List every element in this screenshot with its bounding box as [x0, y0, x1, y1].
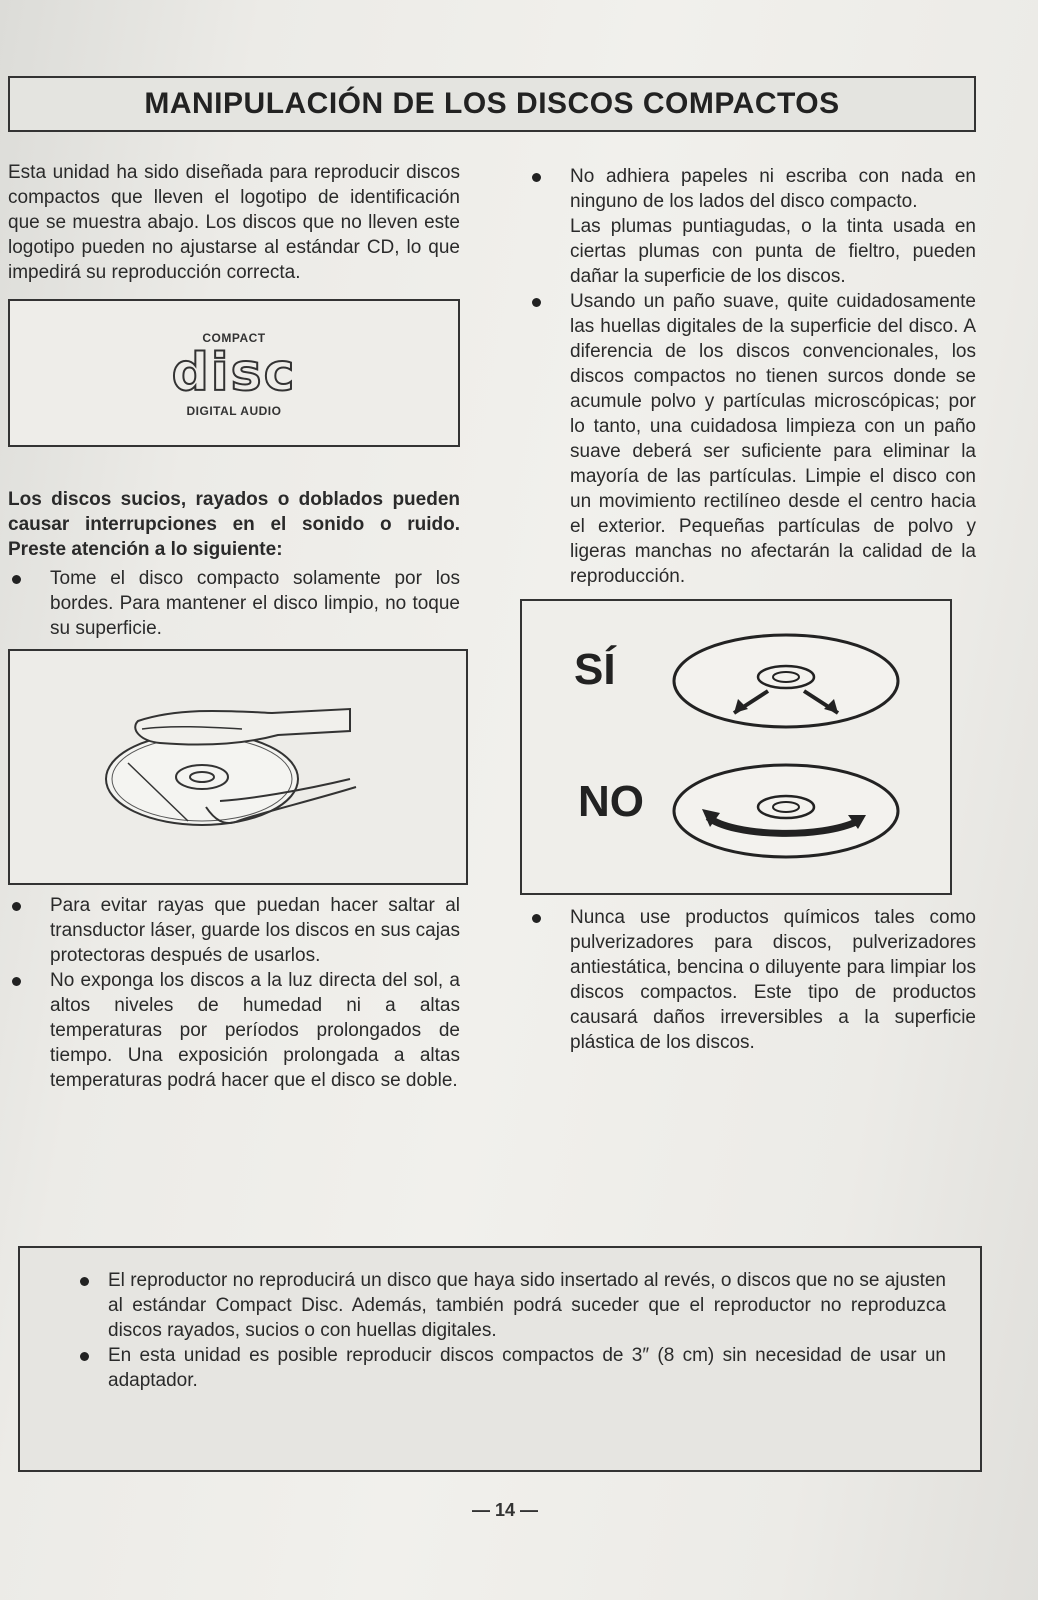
logo-top-text: COMPACT	[202, 331, 266, 345]
logo-bottom-text: DIGITAL AUDIO	[186, 404, 282, 418]
bullet-sunlight	[8, 968, 460, 1093]
logo-main-text: disc	[171, 343, 297, 403]
bullet-text: Nunca use productos químicos tales como pulverizadores para discos, pulverizadores antiestática, bencina o diluyente para limpiar los discos compactos. Este tipo de productos causará daños irreversibles a la superficie plástica de los discos.	[570, 907, 976, 1053]
cleaning-direction-illustration	[520, 599, 952, 895]
bullet-text: Para evitar rayas que puedan hacer saltar al transductor láser, guarde los discos en sus cajas protectoras después de usarlos.	[50, 895, 460, 966]
bullet-dot	[532, 173, 541, 182]
logo-box	[8, 299, 460, 447]
bullet-no-chemicals	[528, 905, 976, 1055]
bullet-no-paper	[528, 164, 976, 289]
page-title: MANIPULACIÓN DE LOS DISCOS COMPACTOS	[144, 87, 840, 120]
bullet-store-cases	[8, 893, 460, 968]
bullet-dot	[12, 902, 21, 911]
left-column	[8, 160, 460, 1093]
bullet-text: No adhiera papeles ni escriba con nada en ninguno de los lados del disco compacto.	[570, 166, 976, 212]
bullet-hold-edges	[8, 566, 460, 641]
bullet-text: No exponga los discos a la luz directa del sol, a altos niveles de humedad ni a altas temperaturas por períodos prolongados de tiempo. Una exposición prolongada a altas temperaturas podrá hacer que el disco se doble.	[50, 970, 460, 1091]
intro-paragraph: Esta unidad ha sido diseñada para reproducir discos compactos que lleven el logotipo de identificación que se muestra abajo. Los discos que no lleven este logotipo pueden no ajustarse al estándar CD, lo que impedirá su reproducción correcta.	[8, 162, 460, 283]
yes-label: SÍ	[574, 645, 616, 694]
cleaning-discs-svg	[522, 601, 950, 893]
notes-box	[18, 1246, 982, 1472]
note-text: En esta unidad es posible reproducir discos compactos de 3″ (8 cm) sin necesidad de usar un adaptador.	[108, 1345, 946, 1391]
bullet-dot	[532, 298, 541, 307]
note-upside-down	[80, 1268, 946, 1343]
compact-disc-logo	[172, 327, 297, 419]
bullet-dot	[80, 1277, 89, 1286]
bullet-soft-cloth	[528, 289, 976, 589]
page-number: — 14 —	[471, 1500, 539, 1520]
warning-paragraph: Los discos sucios, rayados o doblados pueden causar interrupciones en el sonido o ruido. Preste atención a lo siguiente:	[8, 489, 460, 560]
note-3-inch-disc	[80, 1343, 946, 1393]
title-box	[8, 76, 976, 132]
no-label: NO	[578, 777, 644, 826]
bullet-dot	[80, 1352, 89, 1361]
bullet-text: Tome el disco compacto solamente por los bordes. Para mantener el disco limpio, no toque su superficie.	[50, 568, 460, 639]
hand-holding-disc-illustration	[8, 649, 468, 885]
bullet-dot	[12, 575, 21, 584]
right-column	[528, 164, 976, 1055]
bullet-dot	[12, 977, 21, 986]
bullet-text-continued: Las plumas puntiagudas, o la tinta usada en ciertas plumas con punta de fieltro, pueden dañar la superficie de los discos.	[570, 216, 976, 287]
hand-disc-svg	[10, 651, 466, 883]
bullet-dot	[532, 914, 541, 923]
note-text: El reproductor no reproducirá un disco que haya sido insertado al revés, o discos que no se ajusten al estándar Compact Disc. Además, también podrá suceder que el reproductor no reproduzca discos rayados, sucios o con huellas digitales.	[108, 1270, 946, 1341]
bullet-text: Usando un paño suave, quite cuidadosamente las huellas digitales de la superficie del disco. A diferencia de los discos convencionales, los discos compactos no tienen surcos donde se acumule polvo y partículas microscópicas; por lo tanto, una cuidadosa limpieza con un paño suave deberá ser suficiente para eliminar la mayoría de las partículas. Limpie el disco con un movimiento rectilíneo desde el centro hacia el exterior. Pequeñas partículas de polvo y ligeras manchas no afectarán la calidad de la reproducción.	[570, 291, 976, 587]
